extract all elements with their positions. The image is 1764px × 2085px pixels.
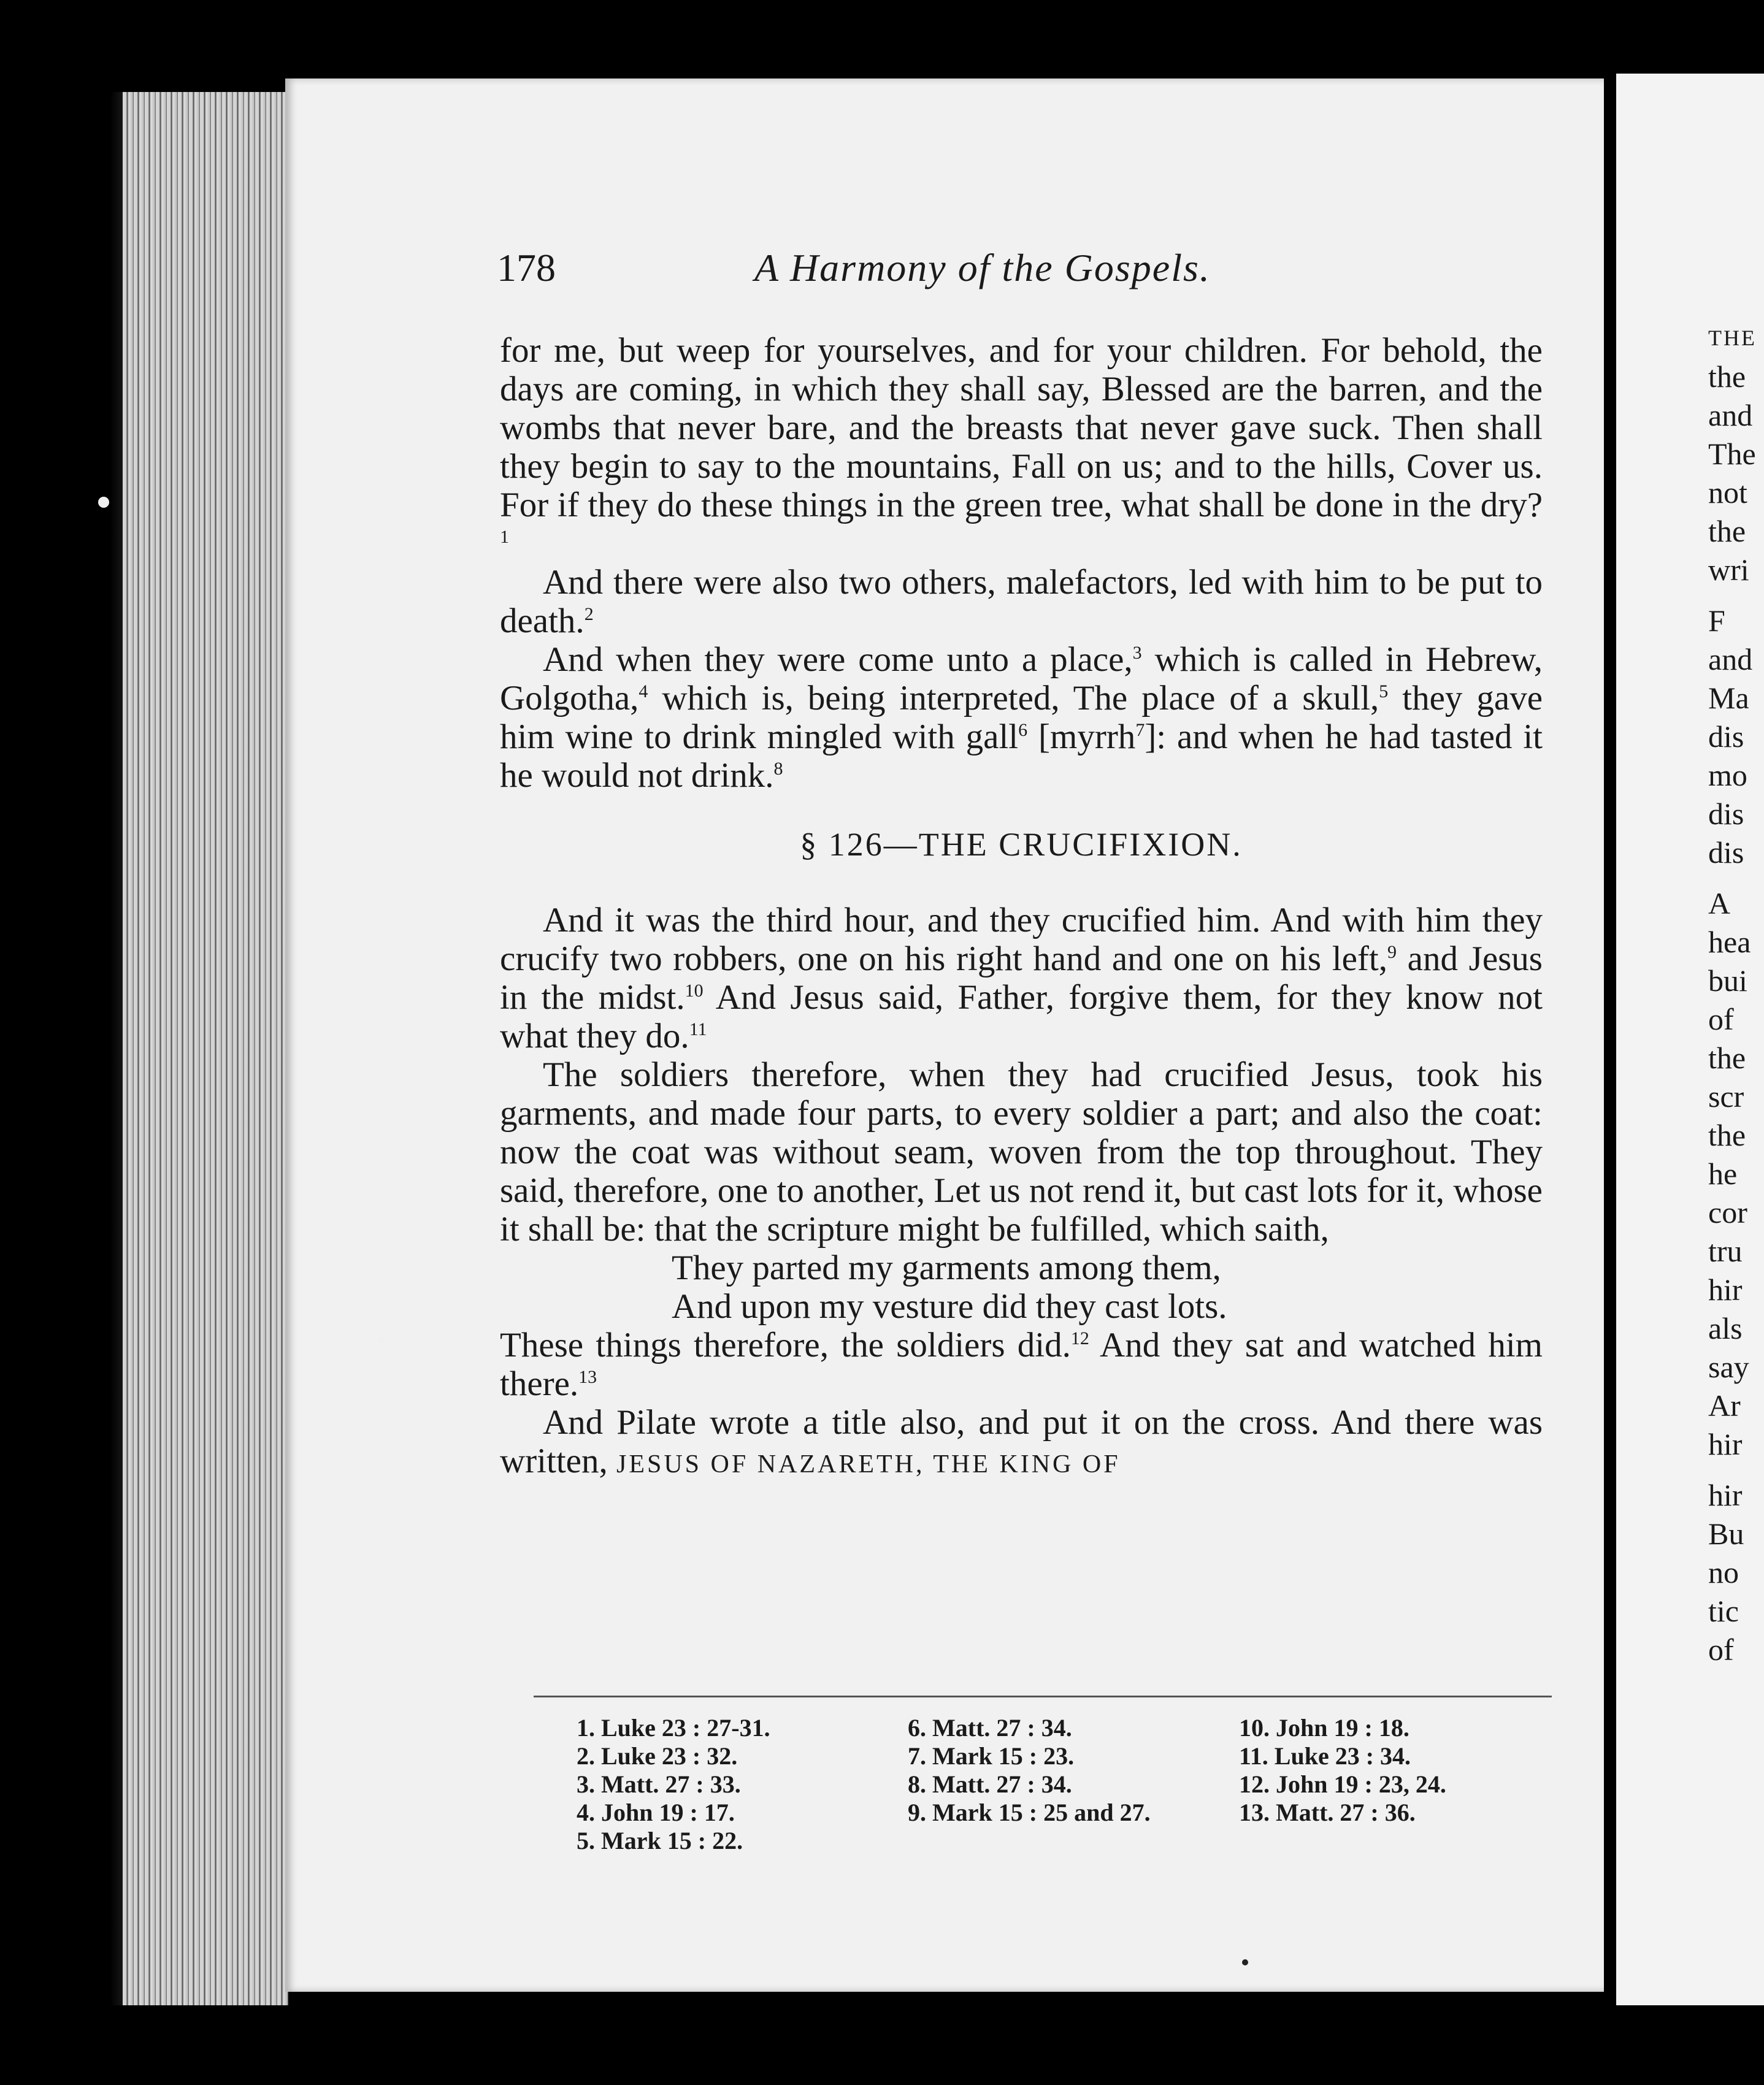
- facing-page-line: of: [1708, 1002, 1734, 1036]
- footnote: 2. Luke 23 : 32.: [577, 1742, 738, 1770]
- footnote: 1. Luke 23 : 27-31.: [577, 1714, 770, 1742]
- facing-page-line: the: [1708, 1118, 1746, 1152]
- facing-page-line: Ma: [1708, 681, 1749, 715]
- facing-page-line: no: [1708, 1555, 1739, 1590]
- footnote-ref: 5: [1379, 681, 1389, 702]
- facing-page-line: dis: [1708, 835, 1744, 870]
- page-number: 178: [497, 246, 556, 289]
- scan-speck: [98, 497, 109, 508]
- footnote-ref: 7: [1135, 720, 1145, 740]
- footnote: 10. John 19 : 18.: [1239, 1714, 1409, 1742]
- paragraph: And it was the third hour, and they crucified him. And with him they crucify two robbers, one on his right hand and one on his left,$^9$ and Jesus in the midst.$^{10}$ And Jesus said, Father, forgive them, for they know not what they do.$^{11}$: [500, 901, 1543, 1055]
- footnote-ref: 4: [638, 681, 648, 702]
- paragraph: for me, but weep for yourselves, and for your children. For behold, the days are coming, in which they shall say, Blessed are the barren, and the wombs that never bare, and the breasts that never gave suck. Then shall they begin to say to the mountains, Fall on us; and to the hills, Cover us. For if they do these things in the green tree, what shall be done in the dry?$^1$: [500, 331, 1543, 547]
- footnote-ref: 12: [1070, 1328, 1089, 1349]
- facing-page-line: and: [1708, 642, 1753, 676]
- facing-page-line: and: [1708, 398, 1753, 432]
- facing-page-line: the: [1708, 514, 1746, 548]
- footnote: 6. Matt. 27 : 34.: [908, 1714, 1072, 1742]
- facing-page-line: say: [1708, 1350, 1749, 1384]
- paragraph: And Pilate wrote a title also, and put it on the cross. And there was written, JESUS OF NAZARETH, THE KING OF: [500, 1403, 1543, 1480]
- footnote: 9. Mark 15 : 25 and 27.: [908, 1799, 1151, 1826]
- facing-page-line: tic: [1708, 1594, 1739, 1628]
- running-title: A Harmony of the Gospels.: [754, 246, 1211, 289]
- footnote-ref: 3: [1132, 643, 1142, 663]
- facing-page-line: tru: [1708, 1234, 1743, 1268]
- footnote-ref: 13: [578, 1367, 597, 1387]
- scan-speck: [1242, 1959, 1248, 1965]
- facing-page-line: wri: [1708, 553, 1749, 587]
- facing-page-line: F: [1708, 603, 1725, 638]
- footnote: 3. Matt. 27 : 33.: [577, 1770, 741, 1798]
- title-inscription: JESUS OF NAZARETH, THE KING OF: [616, 1450, 1121, 1479]
- facing-page-line: dis: [1708, 719, 1744, 754]
- footnote: 11. Luke 23 : 34.: [1239, 1742, 1411, 1770]
- facing-page-line: dis: [1708, 797, 1744, 831]
- facing-page-fragment: [1616, 74, 1764, 2005]
- facing-page-line: the: [1708, 359, 1746, 394]
- paragraph: These things therefore, the soldiers did.$^{12}$ And they sat and watched him there.$^{13}$: [500, 1326, 1543, 1403]
- footnote-ref: 10: [685, 981, 704, 1001]
- section-heading: § 126—THE CRUCIFIXION.: [800, 826, 1243, 863]
- footnote-ref: 1: [500, 527, 509, 547]
- facing-page-line: scr: [1708, 1079, 1744, 1114]
- book-page-edges: [123, 92, 288, 2005]
- facing-page-line: hir: [1708, 1427, 1743, 1461]
- footnote-divider: [534, 1696, 1552, 1697]
- facing-page-line: hea: [1708, 925, 1751, 959]
- footnote: 7. Mark 15 : 23.: [908, 1742, 1075, 1770]
- scan-speck: [377, 1337, 385, 1344]
- footnote-ref: 2: [584, 604, 594, 624]
- facing-page-line: als: [1708, 1311, 1743, 1345]
- facing-page-line: the: [1708, 1041, 1746, 1075]
- footnote: 12. John 19 : 23, 24.: [1239, 1770, 1446, 1798]
- facing-page-line: cor: [1708, 1195, 1747, 1230]
- paragraph: The soldiers therefore, when they had crucified Jesus, took his garments, and made four parts, to every soldier a part; and also the coat: now the coat was without seam, woven from the top throughout. They said, therefore, one to another, Let us not rend it, but cast lots for it, whose it shall be: that the scripture might be fulfilled, which saith,: [500, 1055, 1543, 1249]
- body-text: [500, 331, 1543, 1484]
- footnote: 13. Matt. 27 : 36.: [1239, 1799, 1416, 1826]
- facing-page-line: THE: [1708, 326, 1757, 350]
- facing-page-line: he: [1708, 1157, 1738, 1191]
- footnote-ref: 9: [1387, 942, 1397, 962]
- page-header: [497, 245, 1294, 300]
- facing-page-line: A: [1708, 886, 1731, 920]
- footnote: 8. Matt. 27 : 34.: [908, 1770, 1072, 1798]
- facing-page-line: hir: [1708, 1272, 1743, 1307]
- footnote-column: [577, 1714, 770, 1855]
- footnote-ref: 8: [773, 759, 783, 779]
- facing-page-line: bui: [1708, 963, 1747, 998]
- facing-page-line: Ar: [1708, 1388, 1741, 1423]
- poetry-line: They parted my garments among them,: [672, 1249, 1221, 1287]
- facing-page-line: The: [1708, 437, 1756, 471]
- facing-page-line: not: [1708, 475, 1747, 510]
- poetry-line: And upon my vesture did they cast lots.: [672, 1287, 1227, 1326]
- paragraph: And there were also two others, malefactors, led with him to be put to death.$^2$: [500, 563, 1543, 640]
- facing-page-line: Bu: [1708, 1517, 1744, 1551]
- footnote-ref: 11: [689, 1019, 707, 1039]
- footnote-column: [908, 1714, 1151, 1827]
- footnote-column: [1239, 1714, 1446, 1827]
- facing-page-line: mo: [1708, 758, 1747, 792]
- footnote: 4. John 19 : 17.: [577, 1799, 735, 1826]
- paragraph: And when they were come unto a place,$^3$ which is called in Hebrew, Golgotha,$^4$ which is, being interpreted, The place of a skull,$^5$ they gave him wine to drink mingled with gall$^6$ [myrrh$^7$]: and when he had tasted it he would not drink.$^8$: [500, 640, 1543, 795]
- footnote-ref: 6: [1018, 720, 1028, 740]
- footnote: 5. Mark 15 : 22.: [577, 1827, 743, 1854]
- facing-page-line: of: [1708, 1632, 1734, 1667]
- facing-page-line: hir: [1708, 1478, 1743, 1512]
